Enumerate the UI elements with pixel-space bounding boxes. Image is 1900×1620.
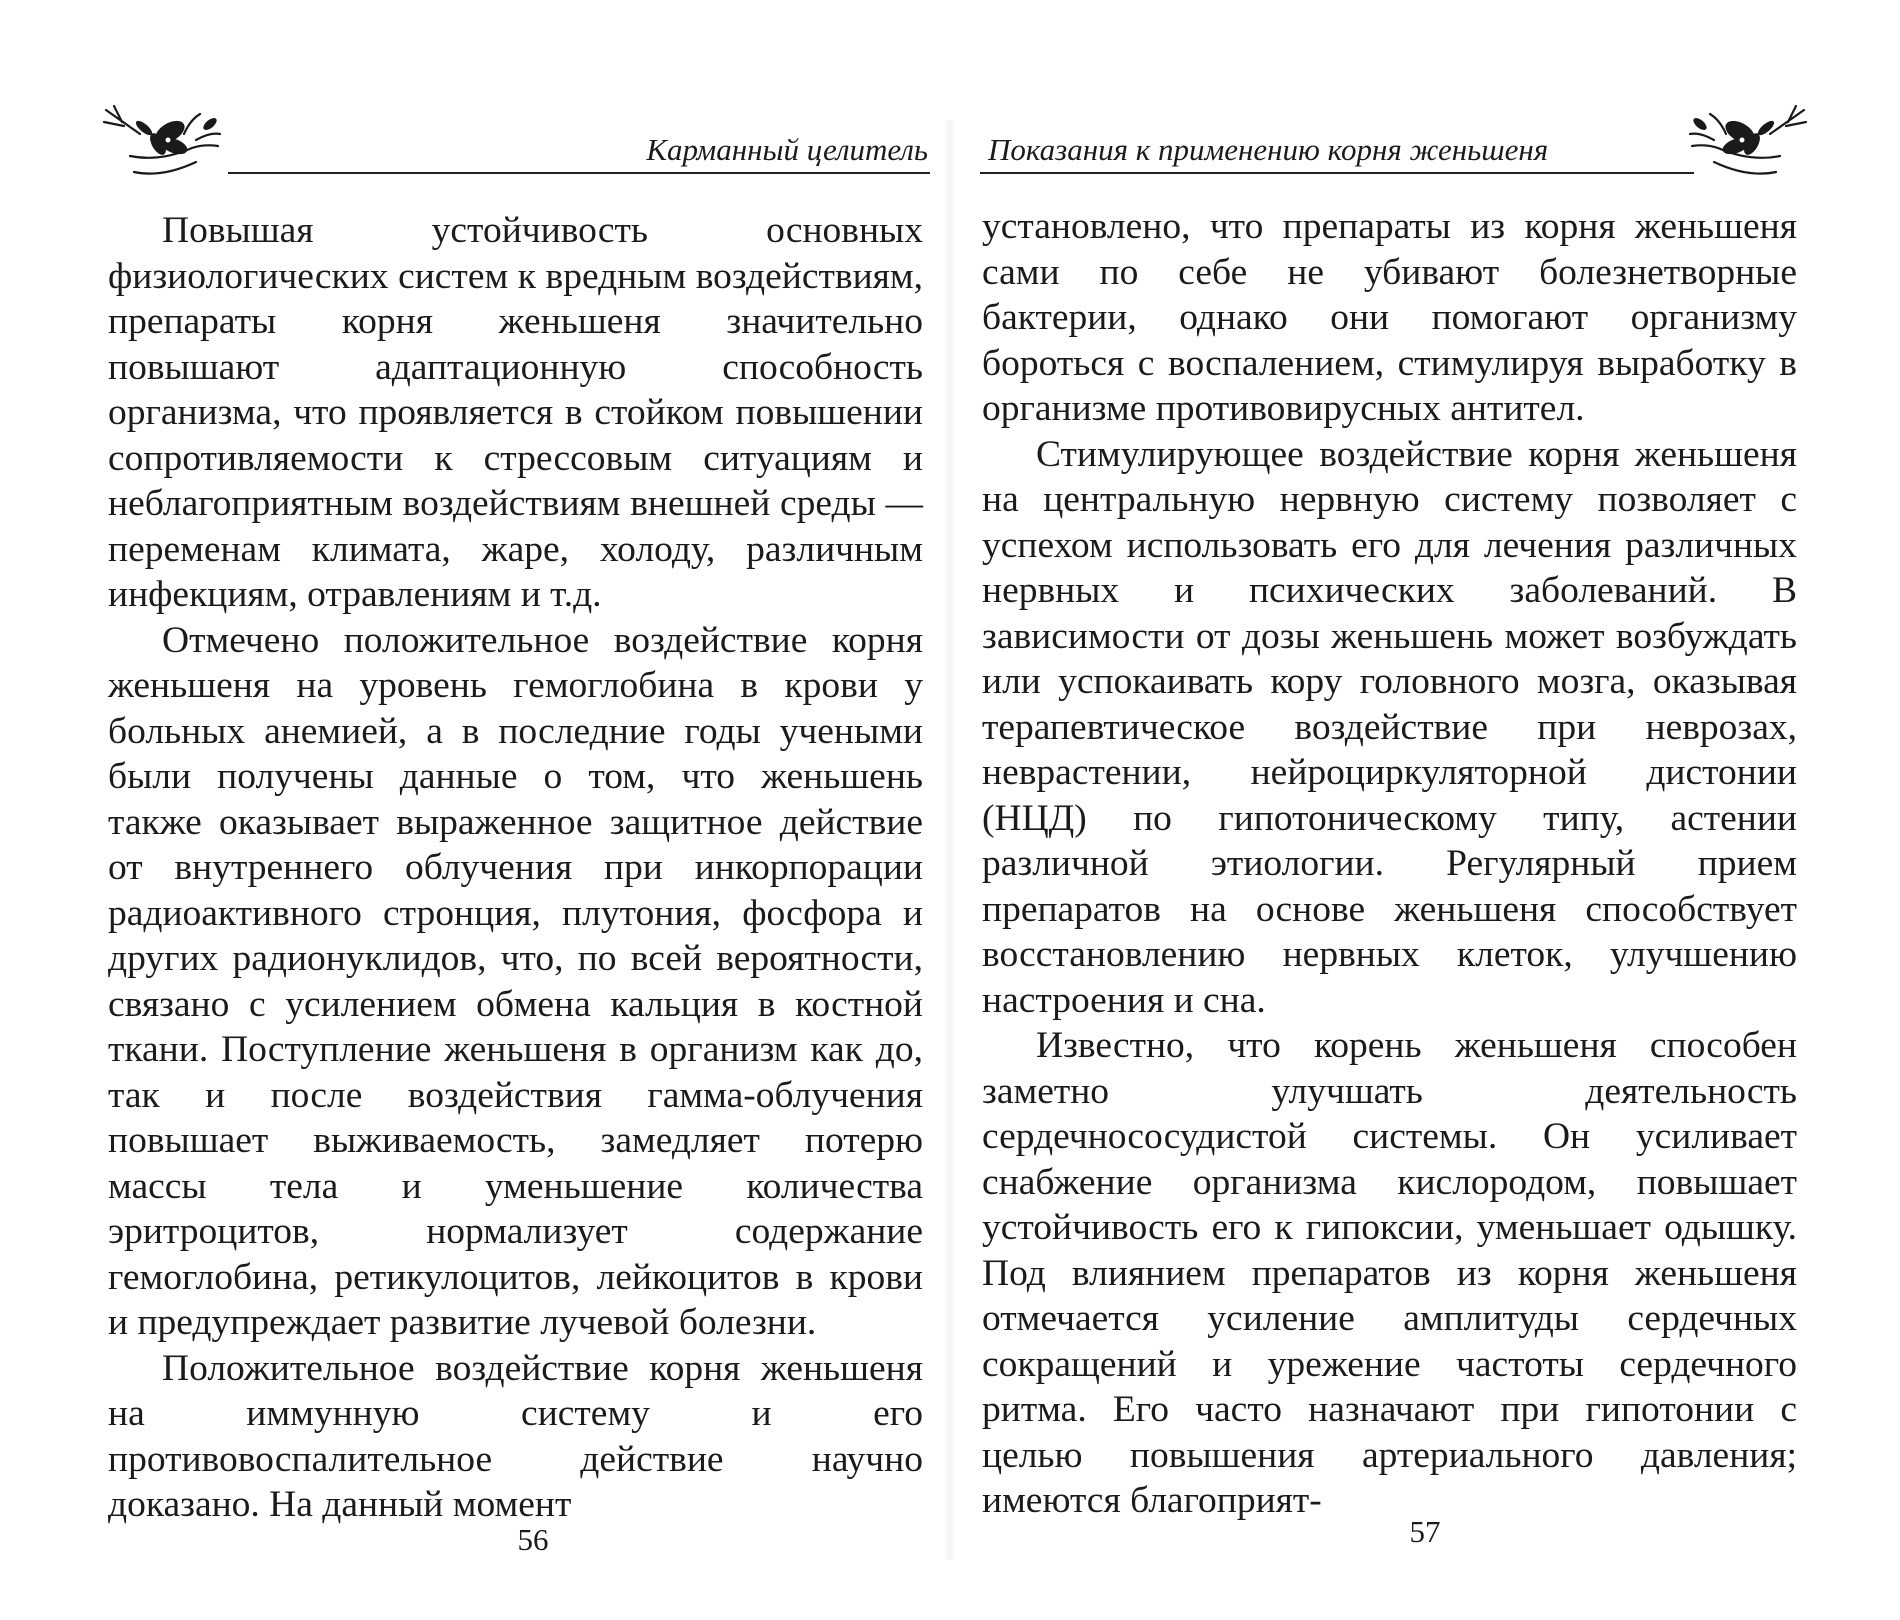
paragraph: Известно, что корень женьшеня способен заметно улучшать деятельность сердечнососудистой системы. Он усиливает снабжение организма кислородом, повышает устойчивость его к гипоксии, уменьшает одышку. Под влиянием препаратов из корня женьшеня отмечается усиление амплитуды сердечных сокращений и урежение частоты сердечного ритма. Его часто назначают при гипотонии с целью повышения артериального давления; имеются благоприят- — [982, 1025, 1797, 1521]
body-text-left — [108, 208, 923, 1528]
flower-ornament-icon — [100, 100, 228, 188]
header-rule-left — [228, 172, 930, 174]
paragraph: Отмечено положительное воздействие корня женьшеня на уровень гемоглобина в крови у больных анемией, а в последние годы учеными были получены данные о том, что женьшень также оказывает выраженное защитное действие от внутреннего облучения при инкорпорации радиоактивного стронция, плутония, фосфора и других радионуклидов, что, по всей вероятности, связано с усилением обмена кальция в костной ткани. Поступление женьшеня в организм как до, так и после воздействия гамма-облучения повышает выживаемость, замедляет потерю массы тела и уменьшение количества эритроцитов, нормализует содержание гемоглобина, ретикулоцитов, лейкоцитов в крови и предупреждает развитие лучевой болезни. — [108, 619, 923, 1343]
paragraph: Стимулирующее воздействие корня женьшеня на центральную нервную систему позволяет с успехом использовать его для лечения различных нервных и психических заболеваний. В зависимости от дозы женьшень может возбуждать или успокаивать кору головного мозга, оказывая терапевтическое воздействие при неврозах, неврастении, нейроциркуляторной дистонии (НЦД) по гипотоническому типу, астении различной этиологии. Регулярный прием препаратов на основе женьшеня способствует восстановлению нервных клеток, улучшению настроения и сна. — [982, 433, 1797, 1021]
page-number-left: 56 — [517, 1522, 549, 1557]
running-header-left — [100, 100, 930, 190]
page-number-right: 57 — [1409, 1514, 1441, 1549]
paragraph: установлено, что препараты из корня женьшеня сами по себе не убивают болезнетворные бактерии, однако они помогают организму бороться с воспалением, стимулируя выработку в организме противовирусных антител. — [982, 206, 1797, 429]
flower-ornament-icon — [1682, 100, 1810, 188]
paragraph: Положительное воздействие корня женьшеня на иммунную систему и его противовоспалительное действие научно доказано. На данный момент — [108, 1347, 923, 1525]
header-rule-right — [980, 172, 1694, 174]
running-header-right — [980, 100, 1810, 190]
paragraph: Повышая устойчивость основных физиологических систем к вредным воздействиям, препараты корня женьшеня значительно повышают адаптационную способность организма, что проявляется в стойком повышении сопротивляемости к стрессовым ситуациям и неблагоприятным воздействиям внешней среды — переменам климата, жаре, холоду, различным инфекциям, отравлениям и т.д. — [108, 210, 923, 615]
right-page — [950, 0, 1900, 1620]
header-title-left: Карманный целитель — [646, 132, 928, 167]
header-title-right: Показания к применению корня женьшеня — [988, 132, 1549, 167]
body-text-right — [982, 204, 1797, 1524]
